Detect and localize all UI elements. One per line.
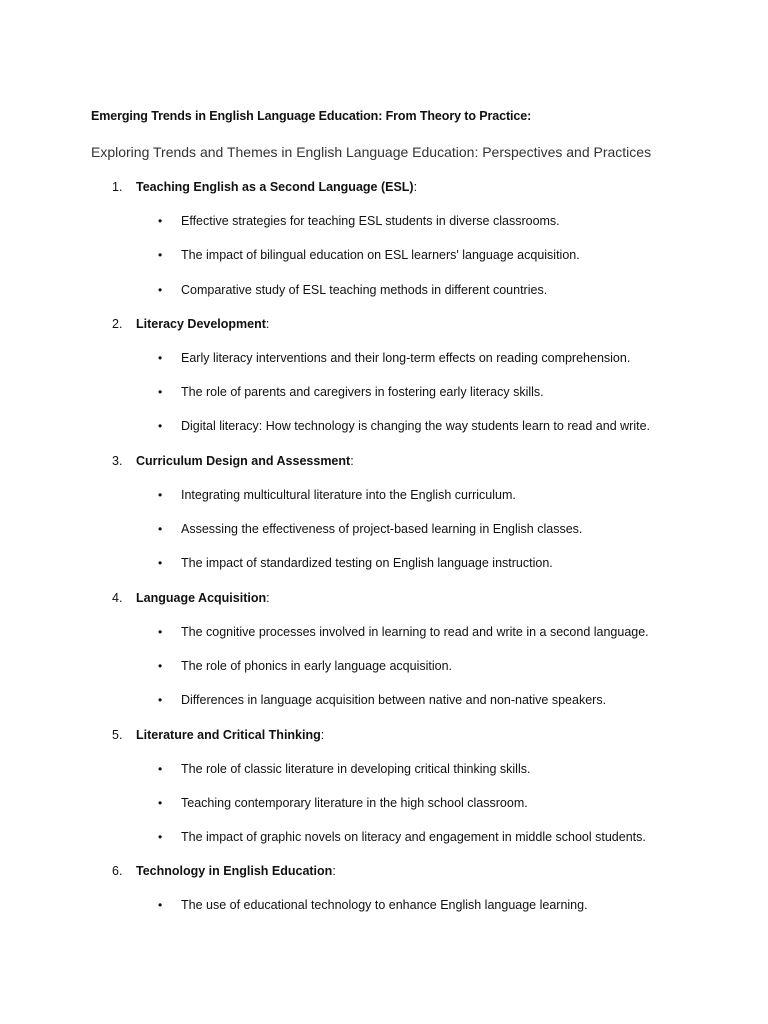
section-title: Literature and Critical Thinking [136, 727, 321, 742]
bullet-icon: • [158, 350, 163, 365]
bullet-icon: • [158, 795, 163, 810]
list-item-text: Digital literacy: How technology is changing the way students learn to read and write. [181, 419, 651, 434]
section-label [136, 317, 269, 331]
list-item [0, 349, 768, 383]
section-label [136, 864, 336, 878]
bullet-icon: • [158, 522, 163, 537]
section-colon: : [265, 316, 270, 331]
list-item [0, 417, 768, 451]
document-title: Emerging Trends in English Language Education: From Theory to Practice: [91, 109, 532, 123]
section-colon: : [266, 590, 270, 605]
section-colon: : [320, 727, 325, 742]
list-item [0, 246, 768, 280]
list-item-text: The role of phonics in early language acquisition. [181, 658, 453, 673]
bullet-icon: • [158, 624, 163, 639]
section-heading [0, 315, 768, 349]
bullet-icon: • [158, 556, 163, 571]
list-item [0, 896, 768, 930]
section-label [136, 728, 324, 742]
section-label [136, 591, 270, 605]
bullet-icon: • [158, 282, 163, 297]
bullet-icon: • [158, 658, 163, 673]
bullet-icon: • [158, 248, 163, 263]
section-heading [0, 178, 768, 212]
list-item [0, 657, 768, 691]
list-item-text: Early literacy interventions and their long-term effects on reading comprehension. [181, 350, 631, 365]
section-heading [0, 452, 768, 486]
list-item [0, 794, 768, 828]
list-item [0, 828, 768, 862]
list-item-text: The impact of graphic novels on literacy and engagement in middle school students. [181, 830, 646, 845]
list-item-text: Integrating multicultural literature into the English curriculum. [181, 487, 516, 502]
section-list [0, 178, 768, 931]
bullet-icon: • [158, 693, 163, 708]
list-item-text: The use of educational technology to enhance English language learning. [181, 898, 588, 913]
section-heading [0, 726, 768, 760]
list-item-text: The impact of standardized testing on English language instruction. [181, 556, 553, 571]
bullet-icon: • [158, 761, 163, 776]
section-title: Curriculum Design and Assessment [136, 453, 351, 468]
bullet-icon: • [158, 830, 163, 845]
section-title: Literacy Development [136, 316, 266, 331]
section-label [136, 454, 354, 468]
bullet-icon: • [158, 487, 163, 502]
section-label [136, 180, 417, 194]
bullet-icon: • [158, 385, 163, 400]
bullet-icon: • [158, 898, 163, 913]
section-heading [0, 862, 768, 896]
section-colon: : [350, 453, 354, 468]
list-item-text: Differences in language acquisition between native and non-native speakers. [181, 693, 607, 708]
list-item-text: The role of parents and caregivers in fostering early literacy skills. [181, 385, 544, 400]
list-item [0, 691, 768, 725]
list-item [0, 760, 768, 794]
section-colon: : [332, 864, 336, 879]
section-number: 5. [112, 727, 123, 742]
list-item [0, 383, 768, 417]
list-item-text: Assessing the effectiveness of project-based learning in English classes. [181, 522, 583, 537]
section-title: Language Acquisition [136, 590, 267, 605]
list-item-text: Teaching contemporary literature in the high school classroom. [181, 795, 528, 810]
list-item-text: The impact of bilingual education on ESL learners' language acquisition. [181, 248, 580, 263]
document-subtitle: Exploring Trends and Themes in English Language Education: Perspectives and Practices [91, 144, 652, 160]
list-item [0, 520, 768, 554]
list-item-text: Comparative study of ESL teaching methods in different countries. [181, 282, 548, 297]
list-item [0, 281, 768, 315]
list-item-text: The cognitive processes involved in learning to read and write in a second language. [181, 624, 649, 639]
list-item-text: The role of classic literature in developing critical thinking skills. [181, 761, 531, 776]
list-item-text: Effective strategies for teaching ESL students in diverse classrooms. [181, 214, 560, 228]
section-colon: : [413, 180, 418, 194]
section-number: 1. [112, 180, 123, 194]
list-item [0, 554, 768, 588]
section-title: Teaching English as a Second Language (ESL) [136, 180, 414, 194]
section-number: 6. [112, 864, 123, 879]
list-item [0, 212, 768, 246]
list-item [0, 486, 768, 520]
bullet-icon: • [158, 214, 163, 228]
bullet-icon: • [158, 419, 163, 434]
section-number: 2. [112, 316, 123, 331]
section-number: 3. [112, 453, 123, 468]
section-heading [0, 589, 768, 623]
list-item [0, 623, 768, 657]
section-title: Technology in English Education [136, 864, 333, 879]
section-number: 4. [112, 590, 123, 605]
